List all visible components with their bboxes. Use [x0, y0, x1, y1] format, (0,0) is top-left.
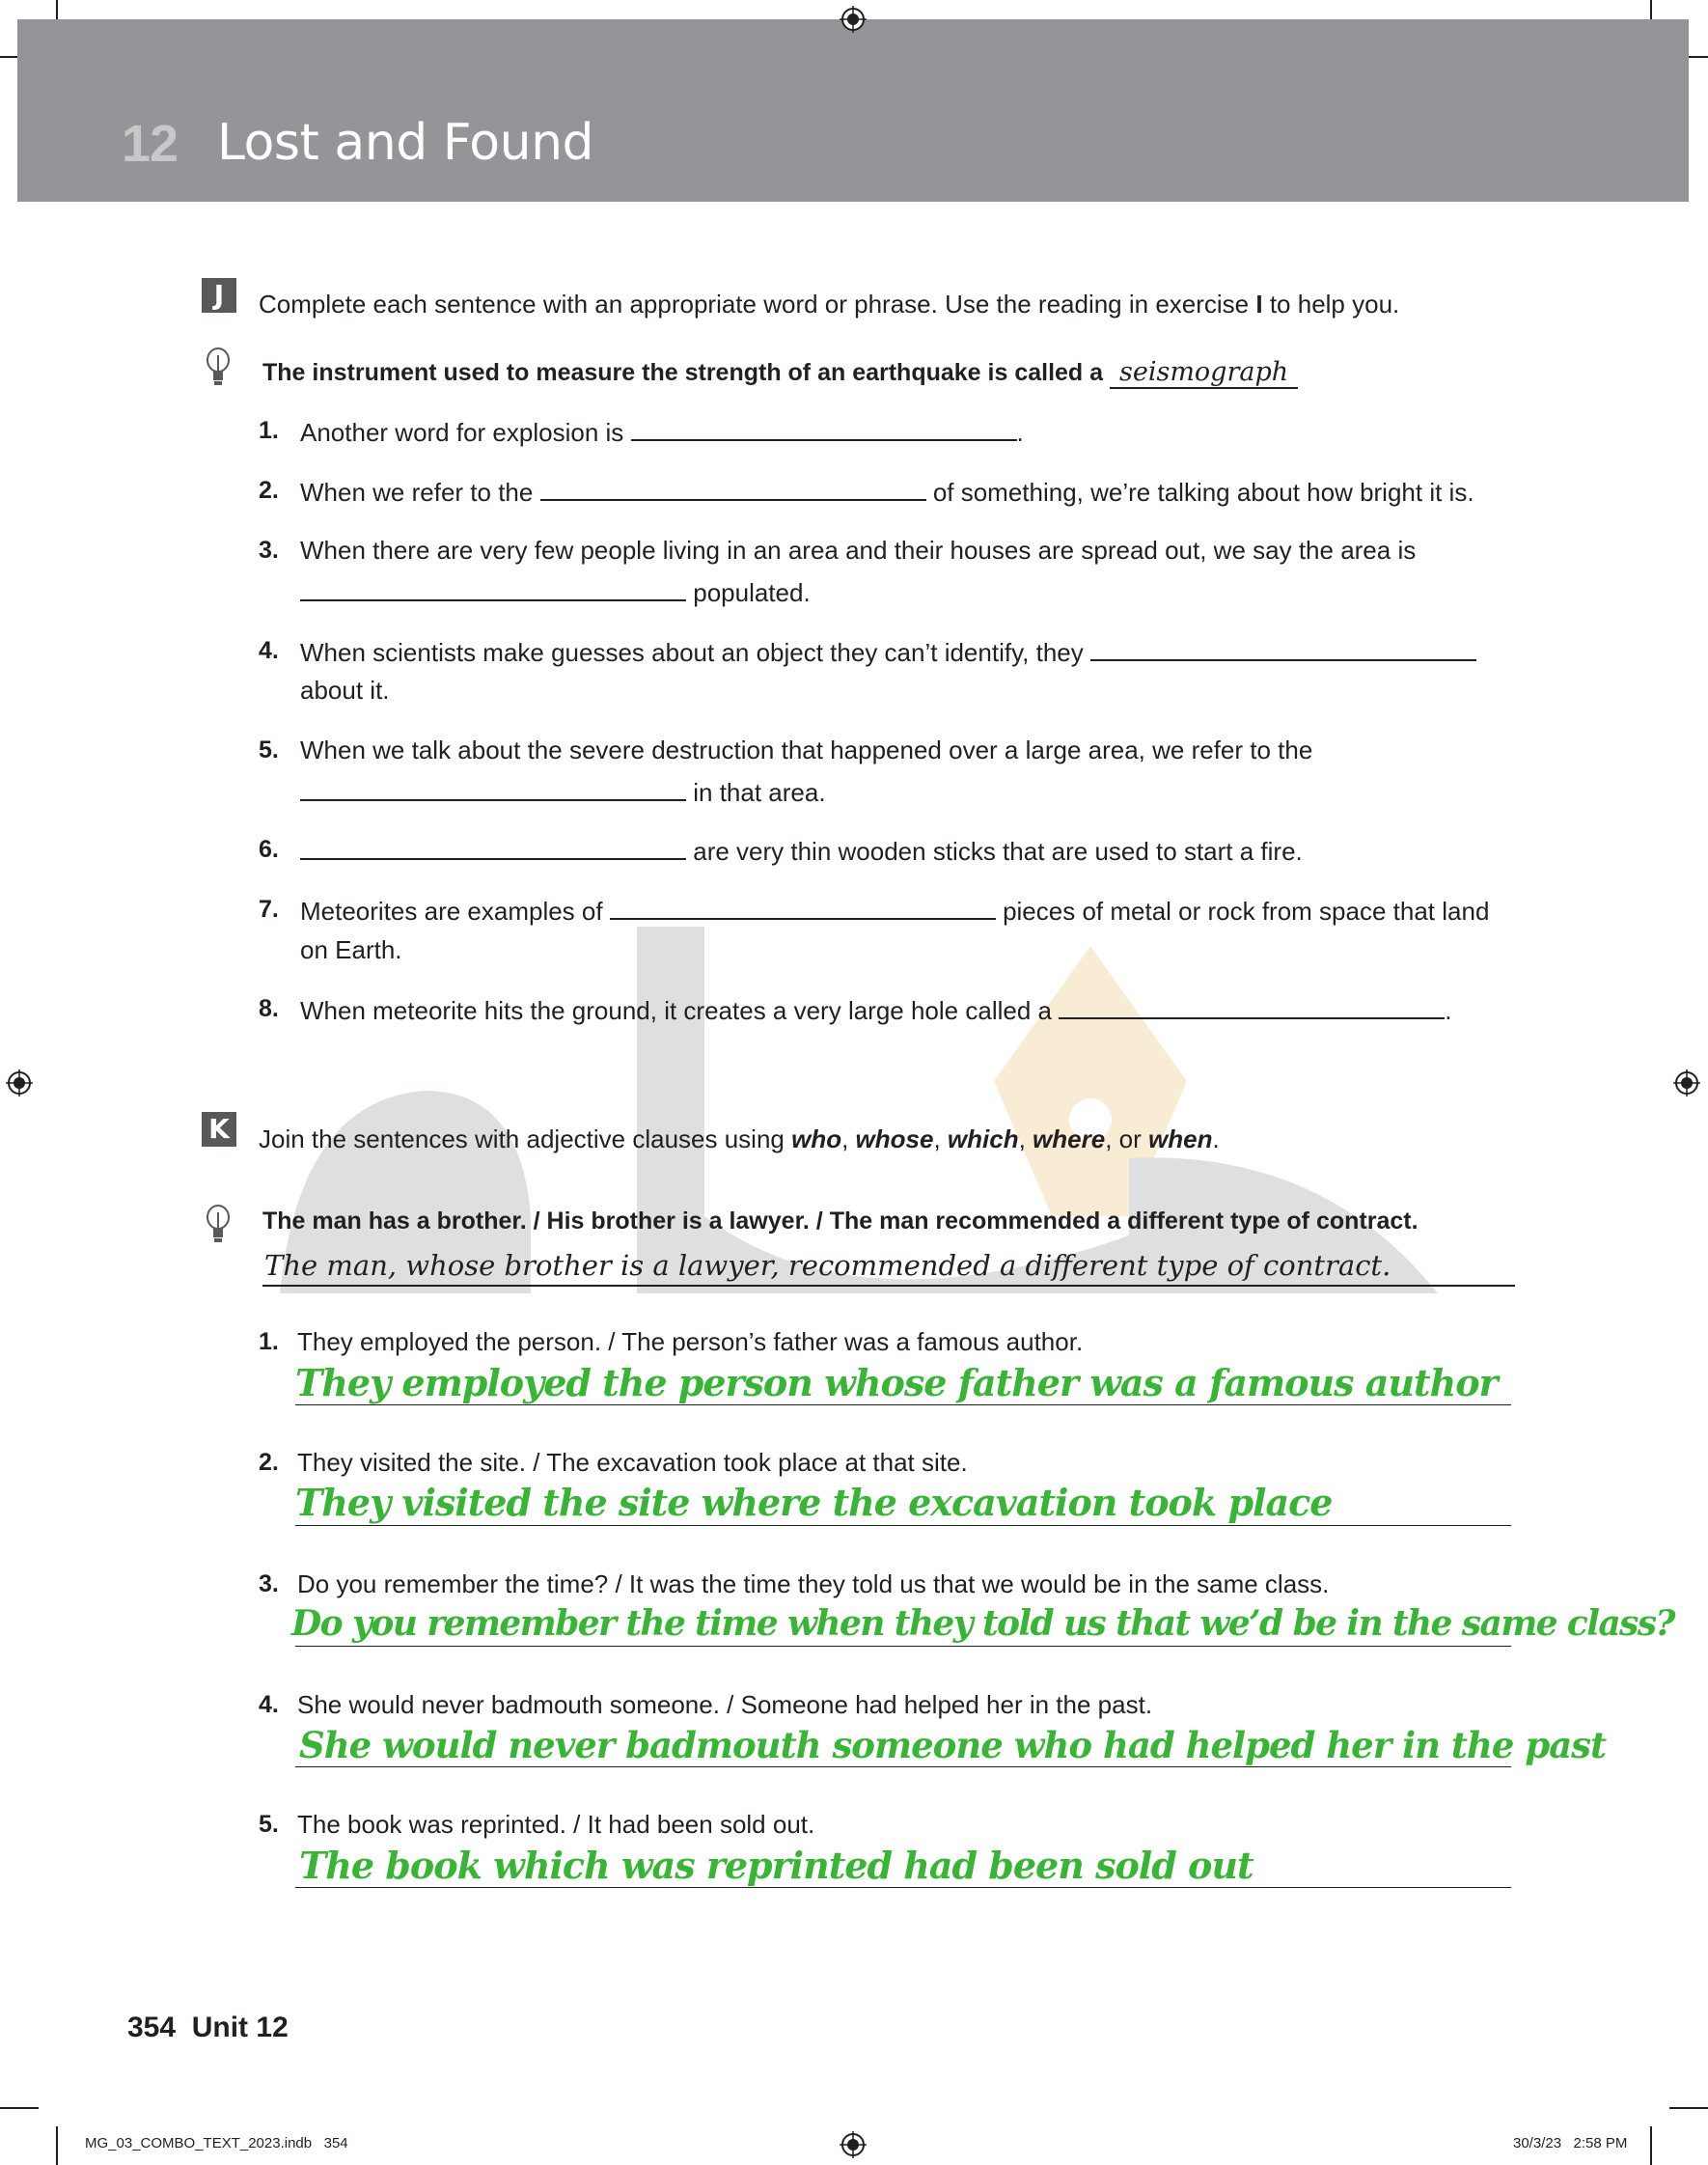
answer-blank[interactable] — [300, 835, 686, 860]
answer-line — [295, 1766, 1511, 1767]
answer-blank[interactable] — [300, 776, 686, 801]
question-number: 7. — [259, 896, 279, 923]
answer-blank[interactable] — [540, 476, 926, 501]
exercise-k-example-answer: The man, whose brother is a lawyer, recommended a different type of contract. — [264, 1249, 1391, 1282]
question-text: in that area. — [300, 776, 826, 808]
question-number: 2. — [259, 1449, 279, 1476]
answer-line — [295, 1404, 1511, 1405]
answer-blank[interactable] — [610, 895, 996, 920]
crop-mark — [1669, 2107, 1708, 2109]
question-text: When meteorite hits the ground, it creates a very large hole called a . — [300, 996, 1452, 1025]
answer-line — [295, 1525, 1511, 1526]
registration-mark-icon — [6, 1069, 33, 1096]
question-prompt: They employed the person. / The person’s father was a famous author. — [297, 1327, 1084, 1356]
exercise-k-badge: K — [202, 1112, 236, 1147]
question-prompt: Do you remember the time? / It was the time they told us that we would be in the same class. — [297, 1569, 1330, 1598]
question-number: 5. — [259, 1811, 279, 1838]
answer-line — [262, 1285, 1515, 1287]
question-text: When we refer to the of something, we’re talking about how bright it is. — [300, 478, 1474, 507]
handwritten-answer[interactable]: Do you remember the time when they told us that we’d be in the same class? — [291, 1603, 1674, 1644]
registration-mark-icon — [840, 2131, 867, 2158]
exercise-k-instruction: Join the sentences with adjective clauses using who, whose, which, where, or when. — [259, 1124, 1220, 1153]
page-number: 354 — [127, 2012, 177, 2043]
question-text: Meteorites are examples of pieces of metal or rock from space that land — [300, 897, 1490, 926]
exercise-j-badge: J — [202, 278, 236, 313]
question-prompt: She would never badmouth someone. / Someone had helped her in the past. — [297, 1690, 1153, 1719]
answer-blank[interactable] — [631, 416, 1017, 441]
question-prompt: The book was reprinted. / It had been sold out. — [297, 1810, 815, 1839]
handwritten-answer[interactable]: The book which was reprinted had been sold out — [299, 1844, 1253, 1887]
unit-label: Unit 12 — [191, 2012, 289, 2043]
lightbulb-icon — [206, 1205, 231, 1247]
answer-blank[interactable] — [300, 576, 686, 601]
question-number: 4. — [259, 637, 279, 664]
unit-title: Lost and Found — [217, 114, 594, 172]
question-number: 5. — [259, 736, 279, 763]
question-number: 3. — [259, 1570, 279, 1597]
question-text: When scientists make guesses about an object they can’t identify, they — [300, 636, 1476, 668]
crop-mark — [56, 2126, 58, 2165]
page-footer — [127, 2012, 289, 2044]
question-number: 1. — [259, 417, 279, 444]
question-number: 8. — [259, 995, 279, 1022]
question-number: 3. — [259, 537, 279, 564]
question-number: 6. — [259, 836, 279, 863]
question-number: 4. — [259, 1691, 279, 1718]
question-text: When we talk about the severe destruction that happened over a large area, we refer to the — [300, 736, 1313, 764]
registration-mark-icon — [1673, 1069, 1700, 1096]
lightbulb-icon — [206, 347, 231, 390]
question-text: Another word for explosion is . — [300, 418, 1024, 447]
print-date: 30/3/23 2:58 PM — [1513, 2135, 1628, 2151]
registration-mark-icon — [840, 6, 867, 33]
crop-mark — [1650, 2126, 1652, 2165]
example-answer: seismograph — [1110, 357, 1298, 389]
crop-mark — [0, 2107, 39, 2109]
question-text: populated. — [300, 576, 811, 608]
handwritten-answer[interactable]: They employed the person whose father was a famous author — [295, 1361, 1498, 1404]
exercise-j-instruction: Complete each sentence with an appropriate word or phrase. Use the reading in exercise I to help you. — [259, 290, 1400, 319]
answer-blank[interactable] — [1090, 636, 1476, 661]
exercise-j-example: The instrument used to measure the strength of an earthquake is called a seismograph — [262, 357, 1298, 389]
handwritten-answer[interactable]: They visited the site where the excavation took place — [295, 1481, 1333, 1524]
question-text: on Earth. — [300, 935, 402, 964]
unit-number: 12 — [122, 115, 179, 173]
handwritten-answer[interactable]: She would never badmouth someone who had helped her in the past — [299, 1724, 1607, 1766]
answer-line — [295, 1646, 1511, 1647]
question-text: are very thin wooden sticks that are used to start a fire. — [300, 835, 1303, 867]
question-prompt: They visited the site. / The excavation took place at that site. — [297, 1448, 968, 1477]
question-number: 2. — [259, 477, 279, 504]
print-slug: MG_03_COMBO_TEXT_2023.indb 354 — [85, 2135, 348, 2151]
question-number: 1. — [259, 1328, 279, 1355]
answer-blank[interactable] — [1059, 994, 1445, 1019]
question-text: about it. — [300, 676, 390, 705]
exercise-k-example-prompt: The man has a brother. / His brother is a lawyer. / The man recommended a different type of contract. — [262, 1207, 1419, 1235]
answer-line — [295, 1887, 1511, 1888]
unit-header-banner — [17, 19, 1689, 202]
question-text: When there are very few people living in an area and their houses are spread out, we say the area is — [300, 536, 1417, 565]
